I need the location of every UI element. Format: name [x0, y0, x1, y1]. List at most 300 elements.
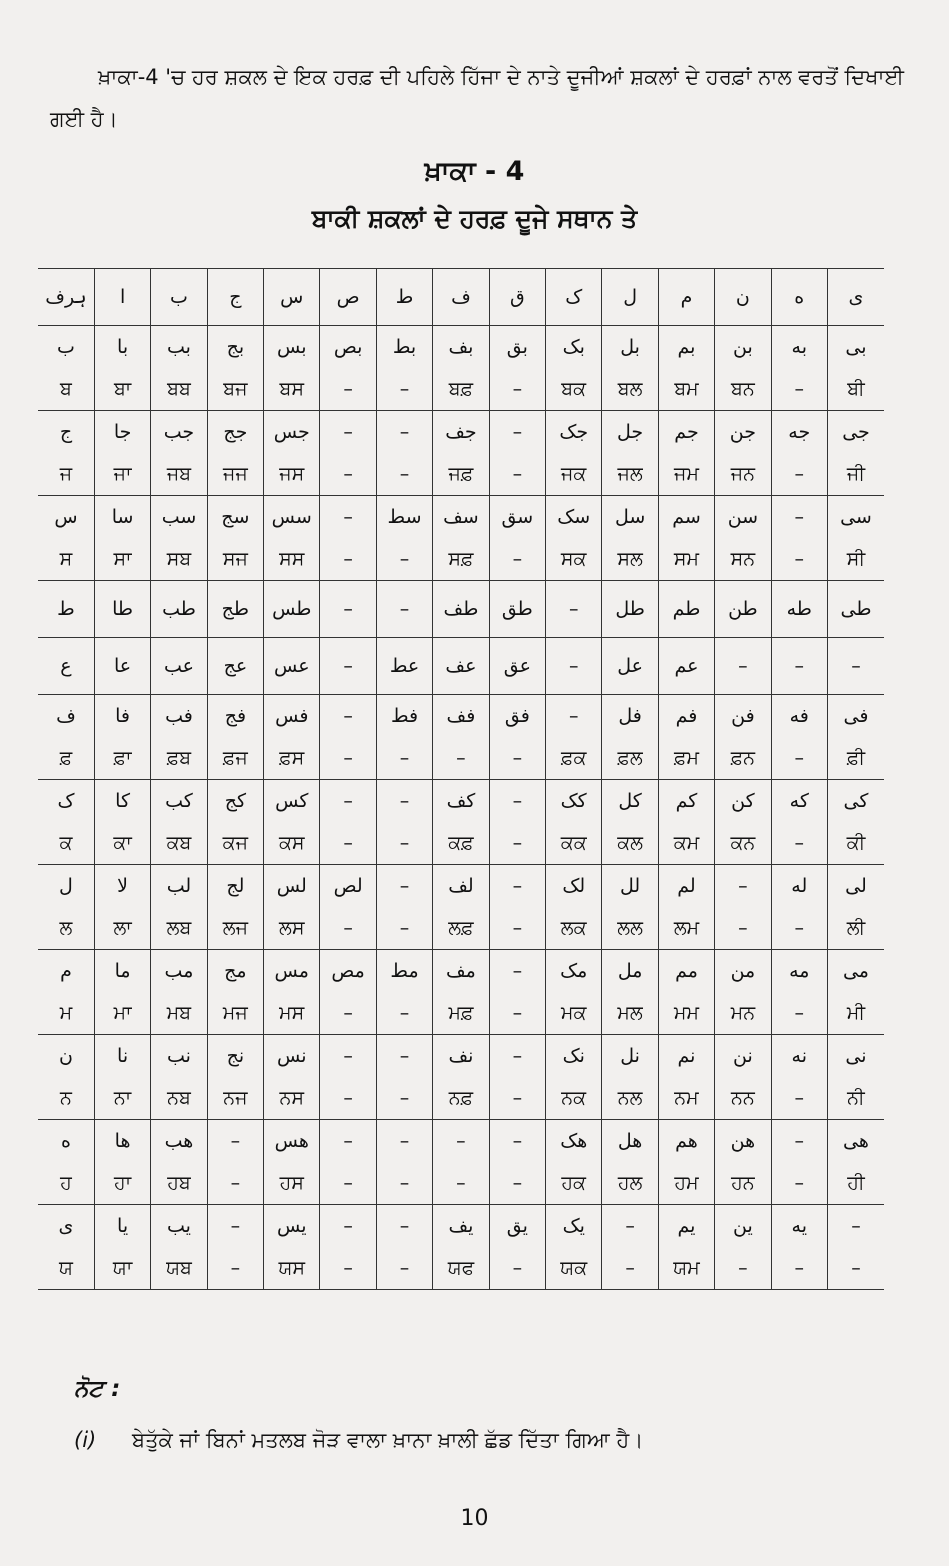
shahmukhi-cell: نن: [715, 1035, 771, 1078]
shahmukhi-cell: طن: [715, 581, 771, 638]
header-cell: ل: [602, 269, 658, 326]
gurmukhi-cell: ਬਮ: [658, 368, 714, 411]
shahmukhi-cell: لص: [320, 865, 376, 908]
shahmukhi-cell: یا: [94, 1205, 150, 1248]
table-row-shahmukhi: [38, 1120, 884, 1163]
gurmukhi-cell: –: [771, 907, 827, 950]
shahmukhi-cell: عب: [151, 638, 207, 695]
shahmukhi-cell: جج: [207, 411, 263, 454]
shahmukhi-cell: لک: [546, 865, 602, 908]
shahmukhi-cell: –: [376, 581, 432, 638]
shahmukhi-cell: فج: [207, 695, 263, 738]
shahmukhi-cell: یس: [264, 1205, 320, 1248]
shahmukhi-cell: سن: [715, 496, 771, 539]
shahmukhi-cell: بط: [376, 326, 432, 369]
shahmukhi-cell: طق: [489, 581, 545, 638]
shahmukhi-cell: جی: [827, 411, 884, 454]
gurmukhi-cell: –: [376, 737, 432, 780]
chart-title: ਖ਼ਾਕਾ - 4: [424, 156, 525, 187]
gurmukhi-cell: –: [489, 737, 545, 780]
gurmukhi-cell: –: [715, 1247, 771, 1290]
shahmukhi-cell: –: [602, 1205, 658, 1248]
shahmukhi-cell: –: [827, 638, 884, 695]
gurmukhi-cell: ਨਲ: [602, 1077, 658, 1120]
shahmukhi-cell: سط: [376, 496, 432, 539]
shahmukhi-cell: م: [38, 950, 94, 993]
gurmukhi-cell: ਸਮ: [658, 538, 714, 581]
gurmukhi-cell: –: [489, 822, 545, 865]
gurmukhi-cell: –: [320, 822, 376, 865]
shahmukhi-cell: –: [320, 638, 376, 695]
shahmukhi-cell: –: [489, 865, 545, 908]
table-row-shahmukhi: [38, 411, 884, 454]
shahmukhi-cell: هل: [602, 1120, 658, 1163]
shahmukhi-cell: جن: [715, 411, 771, 454]
shahmukhi-cell: یف: [433, 1205, 489, 1248]
shahmukhi-cell: مک: [546, 950, 602, 993]
gurmukhi-cell: ਨਕ: [546, 1077, 602, 1120]
gurmukhi-cell: ਹ: [60, 1172, 72, 1194]
letter-combination-table: [38, 268, 884, 1290]
table-body: [38, 269, 884, 1290]
shahmukhi-cell: –: [771, 1120, 827, 1163]
shahmukhi-cell: هب: [151, 1120, 207, 1163]
shahmukhi-cell: –: [376, 411, 432, 454]
gurmukhi-cell: ਜਕ: [546, 453, 602, 496]
shahmukhi-cell: که: [771, 780, 827, 823]
table-row-shahmukhi: [38, 1205, 884, 1248]
shahmukhi-cell: لس: [264, 865, 320, 908]
table-row-shahmukhi: [38, 326, 884, 369]
shahmukhi-cell: می: [827, 950, 884, 993]
gurmukhi-cell: ਫ਼ਮ: [658, 737, 714, 780]
shahmukhi-cell: –: [376, 1120, 432, 1163]
gurmukhi-cell: ਮ: [59, 1002, 73, 1024]
gurmukhi-cell: –: [320, 538, 376, 581]
gurmukhi-cell: ਯਾ: [94, 1247, 150, 1290]
shahmukhi-cell: کم: [658, 780, 714, 823]
gurmukhi-cell: ਜਲ: [602, 453, 658, 496]
shahmukhi-cell: بک: [546, 326, 602, 369]
shahmukhi-cell: طی: [827, 581, 884, 638]
table-row-shahmukhi: [38, 865, 884, 908]
gurmukhi-cell: –: [602, 1247, 658, 1290]
shahmukhi-cell: –: [546, 581, 602, 638]
table-row-gurmukhi: [38, 453, 884, 496]
gurmukhi-cell: ਕਲ: [602, 822, 658, 865]
shahmukhi-cell: جف: [433, 411, 489, 454]
gurmukhi-cell: –: [489, 1077, 545, 1120]
shahmukhi-cell: ک: [38, 780, 94, 823]
gurmukhi-cell: –: [320, 907, 376, 950]
shahmukhi-cell: من: [715, 950, 771, 993]
gurmukhi-cell: ਫ਼: [59, 747, 73, 769]
shahmukhi-cell: جا: [94, 411, 150, 454]
shahmukhi-cell: بج: [207, 326, 263, 369]
gurmukhi-cell: ਯਸ: [264, 1247, 320, 1290]
gurmukhi-cell: ਯਬ: [151, 1247, 207, 1290]
gurmukhi-cell: ਸ: [59, 548, 73, 570]
gurmukhi-cell: ਹੀ: [827, 1162, 884, 1205]
shahmukhi-cell: نی: [827, 1035, 884, 1078]
shahmukhi-cell: بص: [320, 326, 376, 369]
gurmukhi-cell: ਨਜ: [207, 1077, 263, 1120]
gurmukhi-cell: ਮਕ: [546, 992, 602, 1035]
shahmukhi-cell: ی: [38, 1205, 94, 1248]
gurmukhi-cell: ਜਨ: [715, 453, 771, 496]
table-row-shahmukhi: [38, 1035, 884, 1078]
chart-subtitle: ਬਾਕੀ ਸ਼ਕਲਾਂ ਦੇ ਹਰਫ਼ ਦੂਜੇ ਸਥਾਨ ਤੇ: [311, 204, 638, 233]
shahmukhi-cell: عق: [489, 638, 545, 695]
gurmukhi-cell: ਲੀ: [827, 907, 884, 950]
gurmukhi-cell: ਬਸ: [264, 368, 320, 411]
table-row-shahmukhi: [38, 780, 884, 823]
gurmukhi-cell: ਹਨ: [715, 1162, 771, 1205]
shahmukhi-cell: –: [433, 1120, 489, 1163]
gurmukhi-cell: ਮਬ: [151, 992, 207, 1035]
shahmukhi-cell: –: [376, 1035, 432, 1078]
shahmukhi-cell: هی: [827, 1120, 884, 1163]
table-row-gurmukhi: [38, 907, 884, 950]
gurmukhi-cell: –: [320, 737, 376, 780]
shahmukhi-cell: لل: [602, 865, 658, 908]
table-row-shahmukhi: [38, 950, 884, 993]
shahmukhi-cell: نب: [151, 1035, 207, 1078]
shahmukhi-cell: سق: [489, 496, 545, 539]
shahmukhi-cell: طف: [433, 581, 489, 638]
gurmukhi-cell: –: [376, 1162, 432, 1205]
shahmukhi-cell: لف: [433, 865, 489, 908]
shahmukhi-cell: یم: [658, 1205, 714, 1248]
shahmukhi-cell: لم: [658, 865, 714, 908]
shahmukhi-cell: ن: [38, 1035, 94, 1078]
gurmukhi-cell: ਮਲ: [602, 992, 658, 1035]
gurmukhi-cell: ਕਜ: [207, 822, 263, 865]
gurmukhi-cell: ਕਾ: [94, 822, 150, 865]
table-row-gurmukhi: [38, 368, 884, 411]
shahmukhi-cell: –: [320, 1035, 376, 1078]
shahmukhi-cell: هن: [715, 1120, 771, 1163]
shahmukhi-cell: بی: [827, 326, 884, 369]
header-cell: ف: [433, 269, 489, 326]
gurmukhi-cell: ਕਫ਼: [433, 822, 489, 865]
shahmukhi-cell: سم: [658, 496, 714, 539]
shahmukhi-cell: –: [715, 865, 771, 908]
shahmukhi-cell: جس: [264, 411, 320, 454]
gurmukhi-cell: ਲਕ: [546, 907, 602, 950]
shahmukhi-cell: –: [546, 695, 602, 738]
gurmukhi-cell: ਜਾ: [94, 453, 150, 496]
shahmukhi-cell: هس: [264, 1120, 320, 1163]
shahmukhi-cell: نم: [658, 1035, 714, 1078]
gurmukhi-cell: ਬਨ: [715, 368, 771, 411]
shahmukhi-cell: س: [38, 496, 94, 539]
shahmukhi-cell: –: [320, 411, 376, 454]
gurmukhi-cell: –: [827, 1247, 884, 1290]
note-item: [74, 1428, 643, 1453]
shahmukhi-cell: مص: [320, 950, 376, 993]
gurmukhi-cell: –: [320, 992, 376, 1035]
gurmukhi-cell: ਜ: [59, 463, 73, 485]
shahmukhi-cell: ف: [38, 695, 94, 738]
header-cell: ق: [489, 269, 545, 326]
shahmukhi-cell: سس: [264, 496, 320, 539]
table-row-gurmukhi: [38, 737, 884, 780]
shahmukhi-cell: کس: [264, 780, 320, 823]
table-row-shahmukhi: [38, 581, 884, 638]
shahmukhi-cell: نف: [433, 1035, 489, 1078]
shahmukhi-cell: کی: [827, 780, 884, 823]
shahmukhi-cell: کا: [94, 780, 150, 823]
gurmukhi-cell: ਕ: [59, 832, 73, 854]
gurmukhi-cell: ਬ: [60, 378, 72, 400]
shahmukhi-cell: سب: [151, 496, 207, 539]
shahmukhi-cell: مب: [151, 950, 207, 993]
shahmukhi-cell: ج: [38, 411, 94, 454]
shahmukhi-cell: –: [489, 411, 545, 454]
shahmukhi-cell: نس: [264, 1035, 320, 1078]
gurmukhi-cell: ਮਮ: [658, 992, 714, 1035]
shahmukhi-cell: بف: [433, 326, 489, 369]
shahmukhi-cell: عط: [376, 638, 432, 695]
shahmukhi-cell: بم: [658, 326, 714, 369]
gurmukhi-cell: –: [489, 907, 545, 950]
shahmukhi-cell: لی: [827, 865, 884, 908]
shahmukhi-cell: –: [207, 1205, 263, 1248]
gurmukhi-cell: ਕਬ: [151, 822, 207, 865]
shahmukhi-cell: فف: [433, 695, 489, 738]
shahmukhi-cell: عل: [602, 638, 658, 695]
gurmukhi-cell: ਜਜ: [207, 453, 263, 496]
shahmukhi-cell: جه: [771, 411, 827, 454]
table-row-gurmukhi: [38, 1162, 884, 1205]
header-cell: م: [658, 269, 714, 326]
shahmukhi-cell: نج: [207, 1035, 263, 1078]
shahmukhi-cell: –: [320, 695, 376, 738]
shahmukhi-cell: جب: [151, 411, 207, 454]
gurmukhi-cell: –: [489, 1247, 545, 1290]
gurmukhi-cell: –: [433, 1162, 489, 1205]
gurmukhi-cell: ਫ਼ਲ: [602, 737, 658, 780]
gurmukhi-cell: ਸਲ: [602, 538, 658, 581]
gurmukhi-cell: ਲਜ: [207, 907, 263, 950]
gurmukhi-cell: –: [771, 453, 827, 496]
gurmukhi-cell: ਹਲ: [602, 1162, 658, 1205]
gurmukhi-cell: ਕਨ: [715, 822, 771, 865]
gurmukhi-cell: ਲਲ: [602, 907, 658, 950]
gurmukhi-cell: ਮਾ: [94, 992, 150, 1035]
shahmukhi-cell: نه: [771, 1035, 827, 1078]
shahmukhi-cell: فط: [376, 695, 432, 738]
shahmukhi-cell: ل: [38, 865, 94, 908]
table-row-shahmukhi: [38, 638, 884, 695]
shahmukhi-cell: مف: [433, 950, 489, 993]
shahmukhi-cell: فق: [489, 695, 545, 738]
shahmukhi-cell: –: [489, 1035, 545, 1078]
shahmukhi-cell: –: [546, 638, 602, 695]
gurmukhi-cell: ਫ਼ਸ: [264, 737, 320, 780]
gurmukhi-cell: ਲਸ: [264, 907, 320, 950]
gurmukhi-cell: –: [771, 1247, 827, 1290]
gurmukhi-cell: ਮਸ: [264, 992, 320, 1035]
shahmukhi-cell: مط: [376, 950, 432, 993]
shahmukhi-cell: ین: [715, 1205, 771, 1248]
gurmukhi-cell: ਲ: [59, 917, 73, 939]
shahmukhi-cell: فا: [94, 695, 150, 738]
shahmukhi-cell: –: [489, 1120, 545, 1163]
gurmukhi-cell: ਨਮ: [658, 1077, 714, 1120]
shahmukhi-cell: –: [489, 780, 545, 823]
shahmukhi-cell: یه: [771, 1205, 827, 1248]
gurmukhi-cell: –: [771, 368, 827, 411]
gurmukhi-cell: –: [489, 538, 545, 581]
gurmukhi-cell: ਮਜ: [207, 992, 263, 1035]
gurmukhi-cell: ਸਫ਼: [433, 538, 489, 581]
gurmukhi-cell: ਲਾ: [94, 907, 150, 950]
shahmukhi-cell: جک: [546, 411, 602, 454]
gurmukhi-cell: –: [207, 1162, 263, 1205]
shahmukhi-cell: لب: [151, 865, 207, 908]
gurmukhi-cell: ਬੀ: [827, 368, 884, 411]
gurmukhi-cell: –: [320, 368, 376, 411]
gurmukhi-cell: ਬਕ: [546, 368, 602, 411]
gurmukhi-cell: –: [771, 737, 827, 780]
shahmukhi-cell: بب: [151, 326, 207, 369]
shahmukhi-cell: بن: [715, 326, 771, 369]
notes-heading: ਨੋਟ :: [74, 1376, 121, 1402]
gurmukhi-cell: ਬਾ: [94, 368, 150, 411]
header-cell: ی: [827, 269, 884, 326]
shahmukhi-cell: –: [376, 1205, 432, 1248]
shahmukhi-cell: طم: [658, 581, 714, 638]
shahmukhi-cell: –: [771, 496, 827, 539]
gurmukhi-cell: –: [320, 453, 376, 496]
header-cell: ہرف: [38, 269, 94, 326]
header-cell: ب: [151, 269, 207, 326]
shahmukhi-cell: ها: [94, 1120, 150, 1163]
gurmukhi-cell: ਨਫ਼: [433, 1077, 489, 1120]
gurmukhi-cell: ਕਕ: [546, 822, 602, 865]
shahmukhi-cell: یق: [489, 1205, 545, 1248]
shahmukhi-cell: فن: [715, 695, 771, 738]
gurmukhi-cell: ਜਮ: [658, 453, 714, 496]
shahmukhi-cell: طج: [207, 581, 263, 638]
gurmukhi-cell: –: [376, 1077, 432, 1120]
shahmukhi-cell: سج: [207, 496, 263, 539]
shahmukhi-cell: فم: [658, 695, 714, 738]
gurmukhi-cell: ਨ: [60, 1087, 72, 1109]
header-cell: ط: [376, 269, 432, 326]
shahmukhi-cell: فس: [264, 695, 320, 738]
shahmukhi-cell: ه: [38, 1120, 94, 1163]
gurmukhi-cell: –: [433, 737, 489, 780]
shahmukhi-cell: یب: [151, 1205, 207, 1248]
gurmukhi-cell: ਹਬ: [151, 1162, 207, 1205]
shahmukhi-cell: لا: [94, 865, 150, 908]
note-text: ਬੇਤੁੱਕੇ ਜਾਂ ਬਿਨਾਂ ਮਤਲਬ ਜੋੜ ਵਾਲਾ ਖ਼ਾਨਾ ਖ਼ਾਲੀ ਛੱਡ ਦਿੱਤਾ ਗਿਆ ਹੈ।: [132, 1428, 644, 1452]
shahmukhi-cell: ع: [38, 638, 94, 695]
shahmukhi-cell: ط: [38, 581, 94, 638]
gurmukhi-cell: ਨਸ: [264, 1077, 320, 1120]
shahmukhi-cell: ب: [38, 326, 94, 369]
shahmukhi-cell: جم: [658, 411, 714, 454]
gurmukhi-cell: –: [320, 1247, 376, 1290]
gurmukhi-cell: ਫ਼ਾ: [94, 737, 150, 780]
gurmukhi-cell: ਕਮ: [658, 822, 714, 865]
gurmukhi-cell: –: [320, 1077, 376, 1120]
shahmukhi-cell: عج: [207, 638, 263, 695]
gurmukhi-cell: –: [771, 1162, 827, 1205]
gurmukhi-cell: ਨਨ: [715, 1077, 771, 1120]
shahmukhi-cell: طه: [771, 581, 827, 638]
gurmukhi-cell: ਮੀ: [827, 992, 884, 1035]
gurmukhi-cell: ਸਜ: [207, 538, 263, 581]
gurmukhi-cell: –: [376, 453, 432, 496]
shahmukhi-cell: مس: [264, 950, 320, 993]
shahmukhi-cell: جل: [602, 411, 658, 454]
gurmukhi-cell: –: [320, 1162, 376, 1205]
page-number: 10: [460, 1506, 489, 1531]
gurmukhi-cell: –: [376, 907, 432, 950]
gurmukhi-cell: ਸੀ: [827, 538, 884, 581]
shahmukhi-cell: سا: [94, 496, 150, 539]
header-cell: ا: [94, 269, 150, 326]
gurmukhi-cell: ਮਨ: [715, 992, 771, 1035]
gurmukhi-cell: –: [771, 1077, 827, 1120]
shahmukhi-cell: کک: [546, 780, 602, 823]
gurmukhi-cell: ਫ਼ਜ: [207, 737, 263, 780]
shahmukhi-cell: –: [320, 780, 376, 823]
shahmukhi-cell: فه: [771, 695, 827, 738]
gurmukhi-cell: ਯਫ: [433, 1247, 489, 1290]
shahmukhi-cell: هک: [546, 1120, 602, 1163]
shahmukhi-cell: سف: [433, 496, 489, 539]
shahmukhi-cell: مم: [658, 950, 714, 993]
shahmukhi-cell: –: [320, 496, 376, 539]
shahmukhi-cell: نک: [546, 1035, 602, 1078]
shahmukhi-cell: کب: [151, 780, 207, 823]
gurmukhi-cell: ਜਬ: [151, 453, 207, 496]
header-cell: ن: [715, 269, 771, 326]
gurmukhi-cell: ਲਫ਼: [433, 907, 489, 950]
shahmukhi-cell: طل: [602, 581, 658, 638]
gurmukhi-cell: ਹਾ: [94, 1162, 150, 1205]
gurmukhi-cell: ਸਸ: [264, 538, 320, 581]
header-cell: ص: [320, 269, 376, 326]
shahmukhi-cell: ما: [94, 950, 150, 993]
gurmukhi-cell: ਜਫ਼: [433, 453, 489, 496]
shahmukhi-cell: طب: [151, 581, 207, 638]
intro-paragraph: ਖ਼ਾਕਾ-4 'ਚ ਹਰ ਸ਼ਕਲ ਦੇ ਇਕ ਹਰਫ਼ ਦੀ ਪਹਿਲੇ ਹਿੱਜਾ ਦੇ ਨਾਤੇ ਦੂਜੀਆਂ ਸ਼ਕਲਾਂ ਦੇ ਹਰਫ਼ਾਂ ਨਾਲ ਵਰਤੋਂ ਦਿਖਾਈ ਗਈ ਹੈ।: [50, 65, 904, 131]
shahmukhi-cell: –: [320, 1120, 376, 1163]
shahmukhi-cell: –: [376, 865, 432, 908]
gurmukhi-cell: –: [207, 1247, 263, 1290]
gurmukhi-cell: –: [489, 1162, 545, 1205]
shahmukhi-cell: هم: [658, 1120, 714, 1163]
table-row-gurmukhi: [38, 1247, 884, 1290]
shahmukhi-cell: –: [827, 1205, 884, 1248]
gurmukhi-cell: ਸਾ: [94, 538, 150, 581]
shahmukhi-cell: کف: [433, 780, 489, 823]
shahmukhi-cell: –: [320, 1205, 376, 1248]
shahmukhi-cell: سی: [827, 496, 884, 539]
header-cell: س: [264, 269, 320, 326]
shahmukhi-cell: –: [771, 638, 827, 695]
table-row-shahmukhi: [38, 496, 884, 539]
header-cell: ج: [207, 269, 263, 326]
gurmukhi-cell: ਫ਼ਨ: [715, 737, 771, 780]
shahmukhi-cell: مه: [771, 950, 827, 993]
